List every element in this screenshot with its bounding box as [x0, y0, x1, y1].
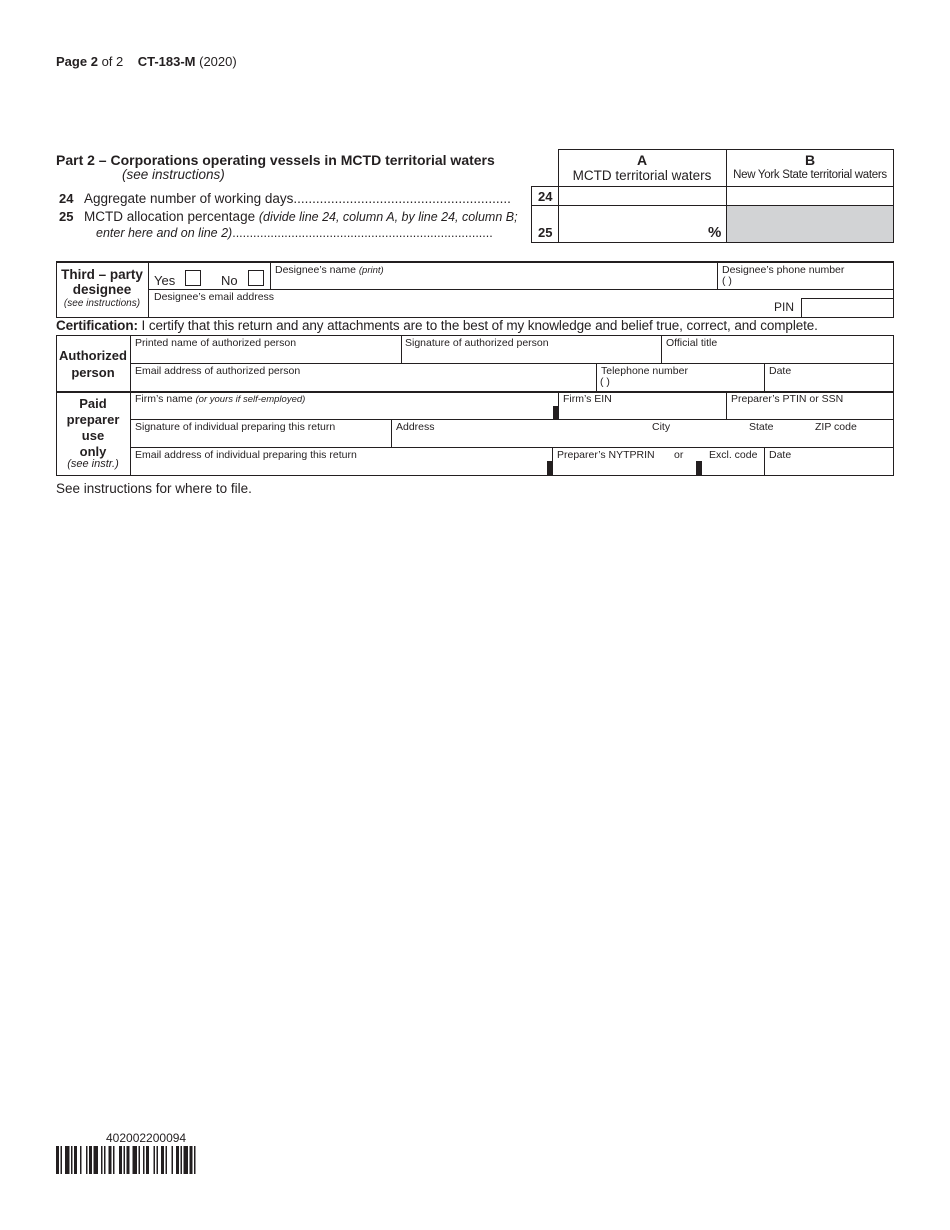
designee-name-divider [270, 262, 271, 289]
prep-signature-input[interactable] [132, 433, 389, 446]
line24-label [84, 191, 511, 206]
auth-telephone-paren: ( ) [600, 376, 610, 388]
prep-ptin-label: Preparer’s PTIN or SSN [731, 393, 844, 405]
auth-telephone-input[interactable] [598, 377, 762, 390]
col-a-letter: A [636, 152, 648, 168]
line25-label [84, 209, 518, 224]
excl-code-marker [696, 461, 702, 475]
prep-address-label: Address [396, 421, 435, 433]
designee-name-italic: (print) [358, 265, 384, 276]
designee-row-rule [148, 289, 894, 290]
line24-box-number: 24 [538, 189, 553, 204]
prep-firm-name-italic: (or yours if self-employed) [195, 394, 306, 405]
certification-text: I certify that this return and any attachments are to the best of my knowledge and belief true, correct, and complete. [141, 318, 818, 333]
certification-heading: Certification: [56, 318, 138, 333]
auth-title-label: Official title [666, 337, 718, 349]
preparer-see-instr: (see instr.) [67, 458, 119, 470]
preparer-row-rule-2 [130, 447, 894, 448]
designee-name-input[interactable] [272, 276, 715, 288]
designee-label-1: Third – party [61, 267, 143, 282]
designee-phone-input[interactable] [719, 276, 893, 288]
auth-title-input[interactable] [663, 349, 893, 362]
prep-excl-code-label: Excl. code [709, 449, 758, 461]
prep-address-divider [391, 419, 392, 447]
pin-input[interactable] [802, 299, 893, 317]
designee-no-checkbox[interactable] [248, 270, 264, 286]
page-word: Page [56, 54, 88, 69]
nytprin-marker [547, 461, 553, 475]
line25-col-b-shaded [727, 206, 893, 242]
col-b-label: New York State territorial waters [733, 169, 887, 181]
form-id: CT-183-M [137, 54, 196, 69]
designee-label-2: designee [72, 282, 132, 297]
prep-city-label: City [652, 421, 671, 433]
preparer-row-rule-1 [130, 419, 894, 420]
auth-date-input[interactable] [766, 377, 893, 390]
preparer-label-1: Paid [79, 396, 107, 411]
page-of: of 2 [101, 54, 124, 69]
line24-text: Aggregate number of working days [84, 191, 294, 206]
pin-label: PIN [774, 300, 795, 314]
auth-signature-label: Signature of authorized person [405, 337, 549, 349]
line24-col-a-input[interactable] [560, 187, 725, 204]
auth-printed-name-input[interactable] [132, 349, 399, 362]
designee-email-label: Designee’s email address [154, 291, 275, 303]
prep-date-label: Date [769, 449, 792, 461]
prep-nytprin-label: Preparer’s NYTPRIN [557, 449, 655, 461]
prep-firm-name-input[interactable] [132, 405, 550, 418]
preparer-label-4: only [79, 444, 107, 459]
line25-number: 25 [59, 209, 74, 224]
authorized-label [56, 347, 130, 381]
prep-or-label: or [674, 449, 684, 461]
designee-phone-paren: ( ) [722, 275, 732, 287]
designee-no-label: No [221, 273, 238, 288]
prep-signature-label: Signature of individual preparing this return [135, 421, 336, 433]
prep-ptin-input[interactable] [728, 405, 893, 418]
prep-date-input[interactable] [766, 461, 893, 474]
prep-excl-code-input[interactable] [703, 461, 762, 474]
designee-email-input[interactable] [150, 302, 760, 317]
line25-col-a-input[interactable] [560, 207, 710, 241]
line24-col-b-field [727, 187, 893, 205]
auth-printed-name-label: Printed name of authorized person [135, 337, 297, 349]
prep-date-divider [764, 447, 765, 475]
percent-sign: % [708, 224, 722, 241]
prep-email-label: Email address of individual preparing this return [135, 449, 357, 461]
auth-signature-input[interactable] [403, 349, 659, 362]
line25-text: MCTD allocation percentage [84, 209, 256, 224]
prep-ein-divider [558, 392, 559, 419]
authorized-label-1: Authorized [59, 348, 127, 363]
prep-firm-name-text: Firm’s name [135, 393, 193, 405]
line25-box-number: 25 [538, 225, 553, 240]
prep-address-input[interactable] [393, 433, 893, 446]
prep-ein-label: Firm’s EIN [563, 393, 612, 405]
designee-label-divider [148, 262, 149, 318]
designee-phone-divider [717, 262, 718, 289]
file-instructions-note: See instructions for where to file. [56, 481, 252, 496]
line24-dots: .......................................................... [293, 191, 511, 206]
auth-email-label: Email address of authorized person [135, 365, 301, 377]
designee-name-text: Designee’s name [275, 264, 356, 276]
designee-name-label [275, 264, 384, 276]
designee-phone-label: Designee’s phone number [722, 264, 845, 276]
auth-date-divider [764, 363, 765, 391]
authorized-row-rule [130, 363, 894, 364]
auth-title-divider [661, 335, 662, 363]
authorized-label-2: person [71, 365, 115, 380]
designee-yes-checkbox[interactable] [185, 270, 201, 286]
designee-see-instructions: (see instructions) [63, 298, 141, 309]
certification [56, 318, 818, 333]
prep-email-input[interactable] [132, 461, 544, 474]
prep-nytprin-input[interactable] [555, 461, 695, 474]
auth-telephone-label: Telephone number [601, 365, 688, 377]
auth-sig-divider [401, 335, 402, 363]
line25-dots: ........................................................................... [232, 226, 493, 240]
barcode-number: 402002200094 [106, 1131, 187, 1145]
auth-phone-divider [596, 363, 597, 391]
barcode-image [56, 1146, 240, 1174]
ein-marker [553, 406, 558, 419]
preparer-label-2: preparer [66, 412, 120, 427]
preparer-label-3: use [81, 428, 105, 443]
prep-ein-input[interactable] [560, 405, 724, 418]
page-number: 2 [90, 54, 98, 69]
prep-state-label: State [749, 421, 774, 433]
part2-subtitle: (see instructions) [122, 167, 225, 182]
line25-instruction-2: enter here and on line 2) [96, 226, 233, 240]
prep-ptin-divider [726, 392, 727, 419]
line25-label-2 [96, 226, 493, 240]
designee-label [56, 267, 148, 297]
line24-number: 24 [59, 191, 74, 206]
part2-title: Part 2 – Corporations operating vessels in MCTD territorial waters [56, 152, 495, 168]
preparer-label [56, 396, 130, 460]
prep-zip-label: ZIP code [815, 421, 857, 433]
prep-firm-name-label [135, 393, 305, 405]
auth-email-input[interactable] [132, 377, 594, 390]
auth-date-label: Date [769, 365, 792, 377]
col-b-letter: B [804, 152, 816, 168]
designee-yes-label: Yes [154, 273, 176, 288]
col-a-label: MCTD territorial waters [572, 168, 712, 183]
line25-instruction: (divide line 24, column A, by line 24, column B; [258, 210, 518, 224]
form-year: (2020) [199, 54, 237, 69]
page-header [56, 54, 237, 69]
